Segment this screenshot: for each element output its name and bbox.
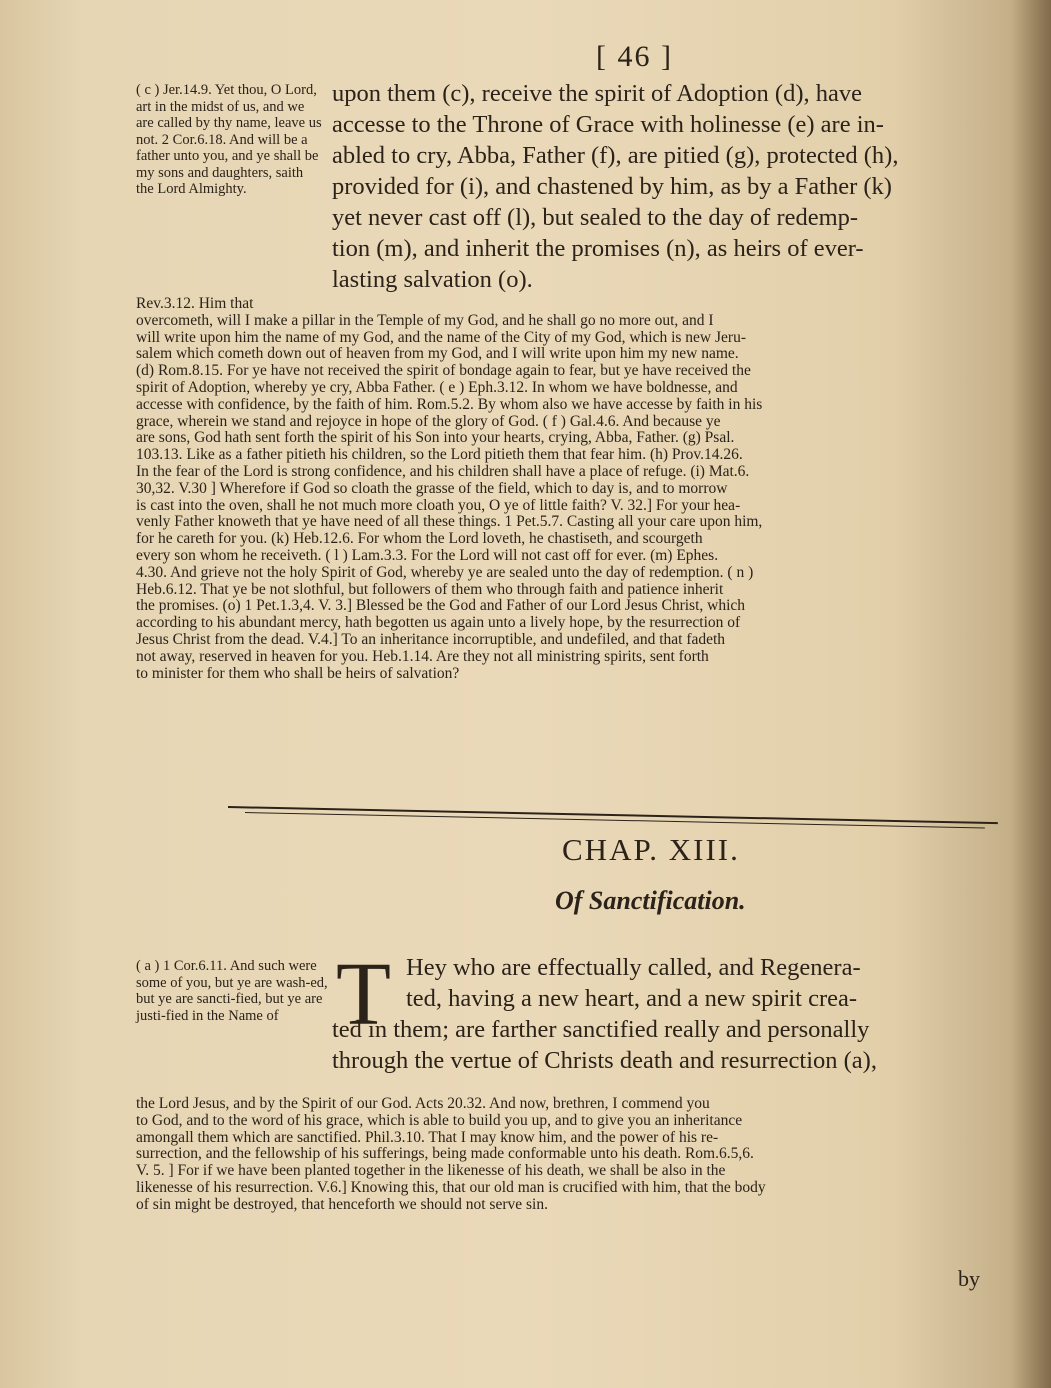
note-line: the promises. (o) 1 Pet.1.3,4. V. 3.] Blessed be the God and Father of our Lord Jesus Christ, which [136, 597, 746, 615]
note-line: will write upon him the name of my God, and the name of the City of my God, which is new Jeru- [136, 328, 746, 346]
note-line: is cast into the oven, shall he not much more cloath you, O ye of little faith? V. 32.] For your hea- [136, 496, 741, 514]
note-line: 4.30. And grieve not the holy Spirit of God, whereby ye are sealed unto the day of redemption. ( n ) [136, 563, 754, 581]
main-line: accesse to the Throne of Grace with holinesse (e) are in- [332, 111, 884, 138]
note-line: of sin might be destroyed, that henceforth we should not serve sin. [136, 1195, 548, 1213]
scripture-notes-block-2 [136, 1096, 998, 1214]
note-line: (d) Rom.8.15. For ye have not received the spirit of bondage again to fear, but ye have received the [136, 362, 751, 380]
main-line: abled to cry, Abba, Father (f), are pitied (g), protected (h), [332, 142, 899, 169]
note-line: likenesse of his resurrection. V.6.] Knowing this, that our old man is crucified with him, that the body [136, 1178, 766, 1196]
main-line: ted, having a new heart, and a new spirit crea- [406, 985, 858, 1012]
main-line: ted in them; are farther sanctified really and personally [332, 1016, 870, 1043]
note-line: amongall them which are sanctified. Phil.3.10. That I may know him, and the power of his re- [136, 1128, 719, 1146]
note-line: 103.13. Like as a father pitieth his children, so the Lord pitieth them that fear him. (h) Prov.14.26. [136, 446, 743, 464]
main-line: provided for (i), and chastened by him, as by a Father (k) [332, 173, 892, 200]
note-line: the Lord Jesus, and by the Spirit of our God. Acts 20.32. And now, brethren, I commend you [136, 1095, 710, 1112]
note-line: Rev.3.12. Him that [136, 295, 254, 312]
note-line: venly Father knoweth that ye have need of all these things. 1 Pet.5.7. Casting all your care upon him, [136, 513, 763, 531]
drop-cap: T [336, 945, 391, 1044]
note-line: are sons, God hath sent forth the spirit of his Son into your hearts, crying, Abba, Father. (g) Psal. [136, 429, 735, 447]
note-line: spirit of Adoption, whereby ye cry, Abba Father. ( e ) Eph.3.12. In whom we have boldnesse, and [136, 378, 738, 396]
chapter-subtitle: Of Sanctification. [555, 886, 746, 915]
main-line: Hey who are effectually called, and Regenera- [406, 954, 861, 981]
note-line: every son whom he receiveth. ( l ) Lam.3.3. For the Lord will not cast off for ever. (m) Ephes. [136, 546, 719, 564]
note-line: V. 5. ] For if we have been planted together in the likenesse of his death, we shall be also in the [136, 1162, 726, 1180]
main-line: yet never cast off (l), but sealed to the day of redemp- [332, 204, 859, 231]
catchword: by [958, 1266, 980, 1291]
note-line: to God, and to the word of his grace, which is able to build you up, and to give you an inheritance [136, 1111, 743, 1129]
margin-note-a: ( a ) 1 Cor.6.11. And such were some of you, but ye are wash-ed, but ye are sancti-fied, but ye are justi-fied in the Name of [136, 958, 328, 1024]
page-number: [ 46 ] [596, 40, 673, 73]
note-line: not away, reserved in heaven for you. Heb.1.14. Are they not all ministring spirits, sent forth [136, 647, 709, 665]
page-gutter-shadow [1011, 0, 1051, 1388]
note-line: to minister for them who shall be heirs of salvation? [136, 664, 460, 682]
main-text-block-1 [332, 78, 1008, 295]
main-line: tion (m), and inherit the promises (n), as heirs of ever- [332, 235, 864, 262]
main-line: lasting salvation (o). [332, 266, 533, 293]
scripture-notes-block-1 [136, 296, 998, 682]
main-text-block-2 [406, 952, 1006, 1014]
note-line: overcometh, will I make a pillar in the Temple of my God, and he shall go no more out, and I [136, 311, 714, 329]
note-line: surrection, and the fellowship of his sufferings, being made conformable unto his death. Rom.6.5,6. [136, 1145, 754, 1163]
note-line: 30,32. V.30 ] Wherefore if God so cloath the grasse of the field, which to day is, and to morrow [136, 479, 728, 497]
main-line: through the vertue of Christs death and resurrection (a), [332, 1047, 877, 1074]
main-text-block-2b [332, 1014, 1008, 1076]
note-line: Jesus Christ from the dead. V.4.] To an inheritance incorruptible, and undefiled, and that fadeth [136, 630, 726, 648]
note-line: for he careth for you. (k) Heb.12.6. For whom the Lord loveth, he chastiseth, and scourgeth [136, 530, 703, 548]
note-line: grace, wherein we stand and rejoyce in hope of the glory of God. ( f ) Gal.4.6. And because ye [136, 412, 721, 430]
note-line: Heb.6.12. That ye be not slothful, but followers of them who through faith and patience inherit [136, 580, 724, 598]
note-line: salem which cometh down out of heaven from my God, and I will write upon him my new name. [136, 345, 739, 363]
note-line: In the fear of the Lord is strong confidence, and his children shall have a place of refuge. (i) Mat.6. [136, 462, 750, 480]
main-line: upon them (c), receive the spirit of Adoption (d), have [332, 80, 862, 107]
chapter-heading: CHAP. XIII. [562, 832, 740, 867]
note-line: according to his abundant mercy, hath begotten us again unto a lively hope, by the resurrection of [136, 614, 741, 632]
margin-note-c: ( c ) Jer.14.9. Yet thou, O Lord, art in the midst of us, and we are called by thy name, leave us not. 2 Cor.6.18. And will be a father unto you, and ye shall be my sons and daughters, saith the Lord Almighty. [136, 82, 322, 197]
note-line: accesse with confidence, by the faith of him. Rom.5.2. By whom also we have accesse by faith in his [136, 395, 763, 413]
